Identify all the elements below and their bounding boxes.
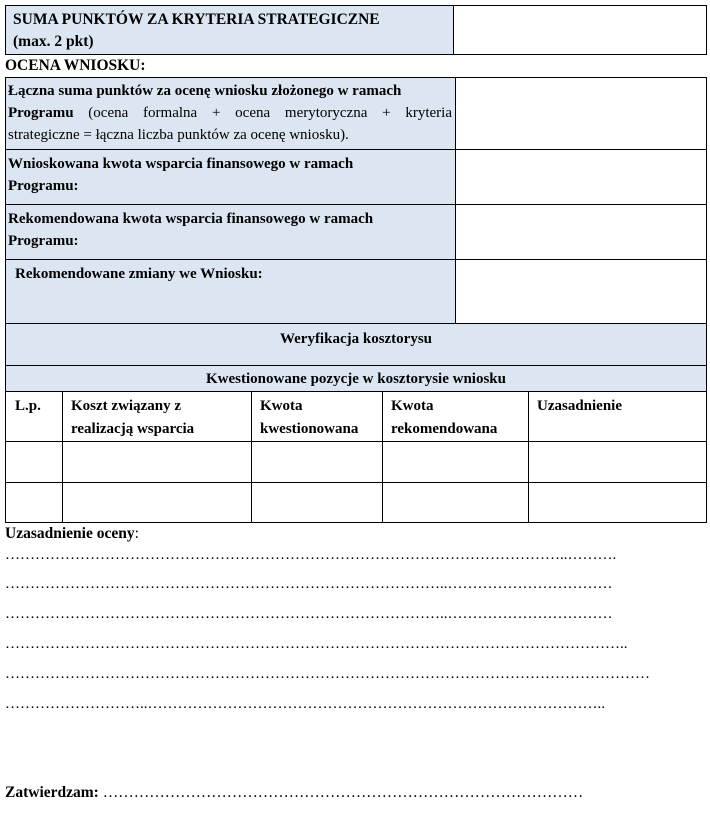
justification-colon: : (134, 525, 139, 542)
justification-heading (5, 523, 139, 545)
questioned-items-title: Kwestionowane pozycje w kosztorysie wniosku (206, 371, 506, 387)
approval-line (5, 782, 583, 804)
col-header-cost (62, 391, 252, 442)
col-header-lp-label: L.p. (15, 398, 41, 414)
col-header-lp (5, 391, 63, 442)
recommended-changes-label: Rekomendowane zmiany we Wniosku: (15, 266, 263, 282)
requested-amount-value-cell[interactable] (455, 149, 707, 205)
table-row-1-justification[interactable] (528, 441, 707, 483)
col-header-justification-label: Uzasadnienie (537, 398, 623, 414)
justification-dot-line-2[interactable]: ……………………………………………………………………………..…………………………… (5, 576, 613, 592)
ocena-wniosku-heading: OCENA WNIOSKU: (5, 57, 146, 74)
requested-amount-label-cell (5, 149, 456, 205)
recommended-amount-value-cell[interactable] (455, 204, 707, 260)
col-header-recommended-amount (382, 391, 529, 442)
justification-dot-line-6[interactable]: ………………………..……………………………………………………………………………….. (5, 696, 605, 712)
requested-amount-label-line2: Programu: (8, 178, 79, 194)
recommended-amount-label-line1: Rekomendowana kwota wsparcia finansowego w ramach (8, 211, 374, 227)
justification-dot-line-1[interactable]: …………………………………………………………………………………………………..………. (5, 547, 617, 563)
questioned-items-header (5, 365, 707, 392)
col-header-questioned-line2: kwestionowana (260, 421, 359, 437)
total-points-label-line2 (8, 102, 452, 124)
strategic-criteria-label-cell (5, 5, 454, 55)
total-points-value-cell[interactable] (455, 77, 707, 150)
strategic-criteria-label-line1: SUMA PUNKTÓW ZA KRYTERIA STRATEGICZNE (13, 11, 380, 28)
table-row-2-recommended[interactable] (382, 482, 529, 523)
table-row-1-questioned[interactable] (251, 441, 383, 483)
col-header-recommended-line2: rekomendowana (391, 421, 498, 437)
table-row-1-cost[interactable] (62, 441, 252, 483)
total-points-label-bold1: Łączna suma punktów za ocenę wniosku złożonego w ramach (8, 83, 402, 99)
recommended-amount-label-line2: Programu: (8, 233, 79, 249)
table-row-2-justification[interactable] (528, 482, 707, 523)
table-row-2-cost[interactable] (62, 482, 252, 523)
total-points-label-line1 (8, 80, 401, 102)
recommended-changes-value-cell[interactable] (455, 259, 707, 324)
recommended-amount-label-cell (5, 204, 456, 260)
total-points-label-rest2: (ocena formalna + ocena merytoryczna + kryteria (73, 105, 452, 121)
table-row-1-lp[interactable] (5, 441, 63, 483)
total-points-label-bold2: Programu (8, 105, 74, 121)
strategic-criteria-value-cell[interactable] (453, 5, 707, 55)
strategic-criteria-label-line2: (max. 2 pkt) (13, 33, 94, 50)
cost-verification-title: Weryfikacja kosztorysu (279, 331, 433, 347)
approval-label: Zatwierdzam: (5, 784, 99, 801)
recommended-changes-label-cell (5, 259, 456, 324)
col-header-recommended-line1: Kwota (391, 398, 434, 414)
justification-dot-line-3[interactable]: ……………………………………………………………………………..…………………………… (5, 606, 613, 622)
cost-verification-header (5, 323, 707, 366)
table-row-1-recommended[interactable] (382, 441, 529, 483)
justification-label: Uzasadnienie oceny (5, 525, 135, 542)
total-points-label-line3: strategiczne = łączna liczba punktów za ocenę wniosku). (8, 127, 349, 143)
justification-dot-line-4[interactable]: …………………………………………………………………………………………………………….. (5, 636, 628, 652)
col-header-cost-line1: Koszt związany z (71, 398, 181, 414)
col-header-questioned-amount (251, 391, 383, 442)
approval-signature-dots[interactable]: ………………………………………………………………………………… (98, 784, 584, 801)
total-points-label-cell (5, 77, 456, 150)
requested-amount-label-line1: Wnioskowana kwota wsparcia finansowego w ramach (8, 156, 354, 172)
col-header-questioned-line1: Kwota (260, 398, 303, 414)
col-header-justification (528, 391, 707, 442)
table-row-2-lp[interactable] (5, 482, 63, 523)
justification-dot-line-5[interactable]: ………………………………………………………………………………………………………………… (5, 666, 650, 682)
col-header-cost-line2: realizacją wsparcia (71, 421, 195, 437)
table-row-2-questioned[interactable] (251, 482, 383, 523)
